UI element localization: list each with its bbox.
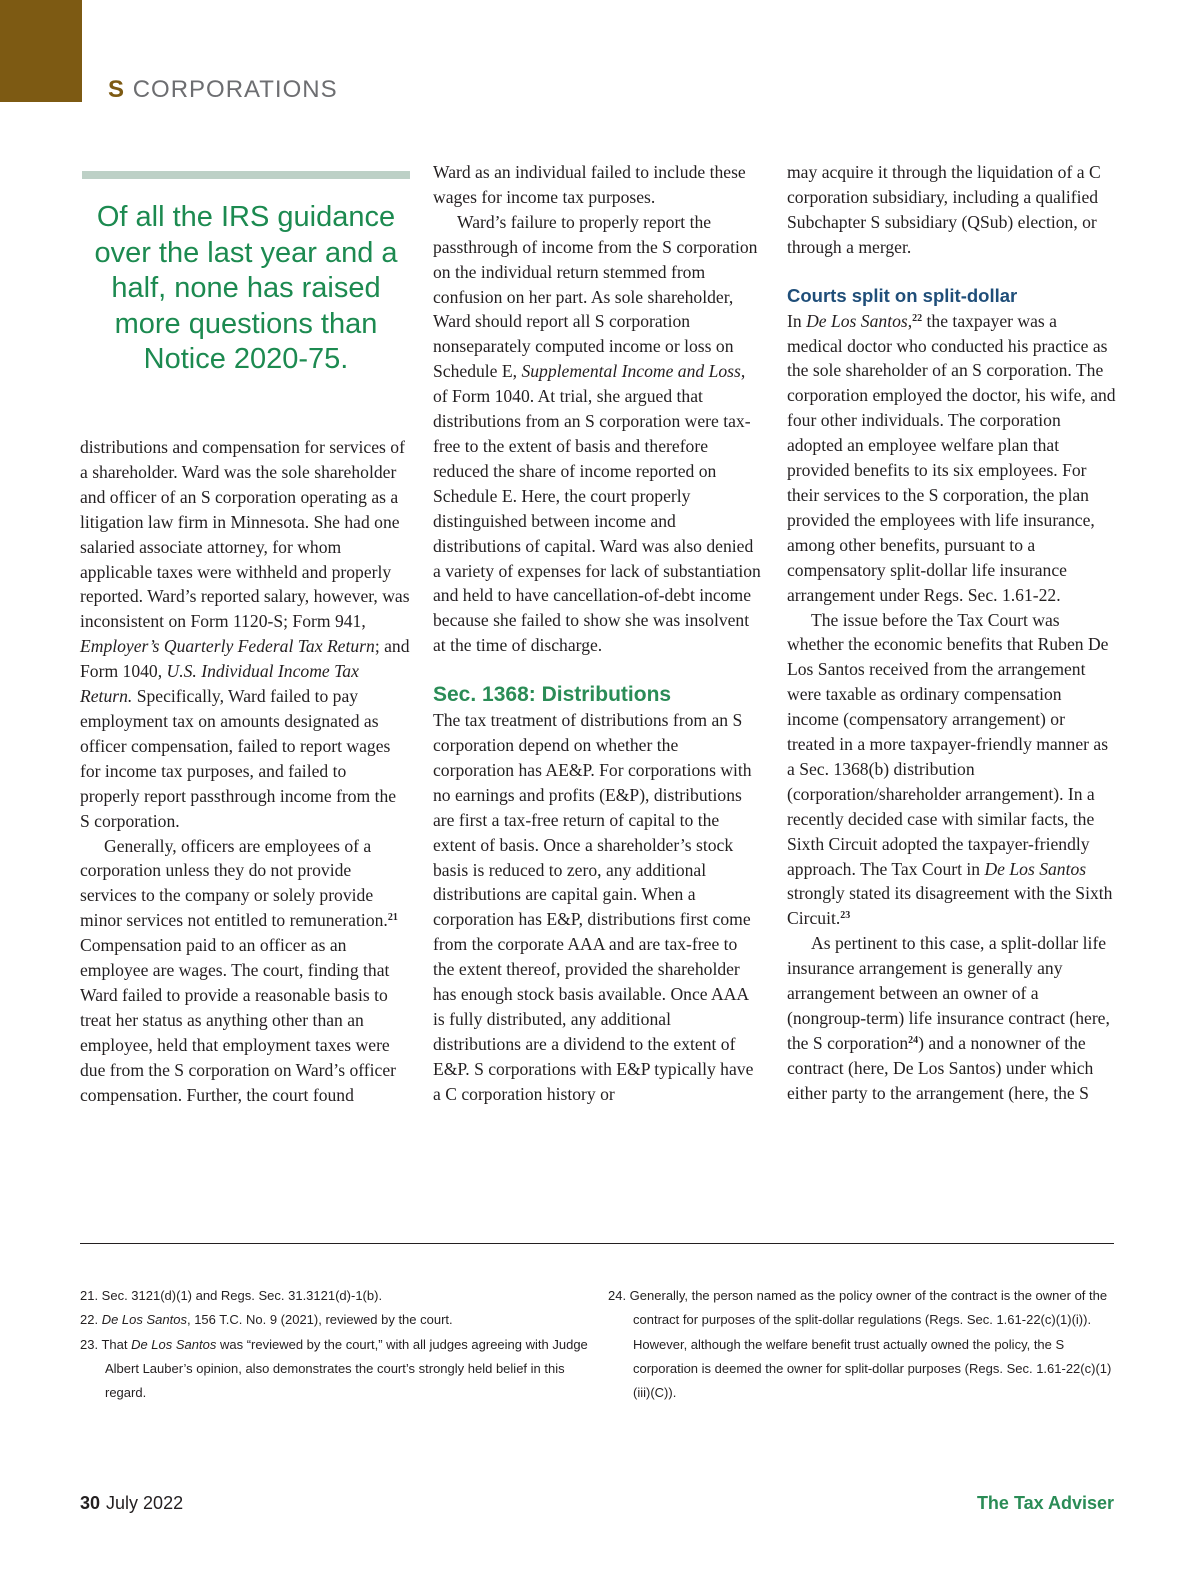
paragraph: Generally, officers are employees of a corporation unless they do not provide services to the company or solely provide minor services not entitled to remuneration.$^{21}$ Compensation paid to an officer as an employee are wages. The court, finding that Ward failed to provide a reasonable basis to treat her status as anything other than an employee, held that employment taxes were due from the S corporation on Ward’s officer compensation. Further, the court found	[80, 835, 398, 1105]
section-name: CORPORATIONS	[132, 76, 338, 103]
footnote-rule	[80, 1243, 1114, 1244]
paragraph: distributions and compensation for services of a shareholder. Ward was the sole shareholder and officer of an S corporation operating as a litigation law firm in Minnesota. She had one salaried associate attorney, for whom applicable taxes were withheld and properly reported. Ward’s reported salary, however, was inconsistent on Form 1120-S; Form 941, Employer’s Quarterly Federal Tax Return; and Form 1040, U.S. Individual Income Tax Return. Specifically, Ward failed to pay employment tax on amounts designated as officer compensation, failed to report wages for income tax purposes, and failed to properly report passthrough income from the S corporation.	[80, 437, 410, 831]
journal-title: The Tax Adviser	[976, 1493, 1114, 1513]
pullquote-rule	[82, 171, 410, 179]
section-initial: S	[108, 76, 126, 103]
paragraph: In De Los Santos,$^{22}$ the taxpayer was a medical doctor who conducted his practice as the sole shareholder of an S corporation. The corporation employed the doctor, his wife, and four other individuals. The corporation adopted an employee welfare plan that provided benefits to its six employees. For their services to the S corporation, the plan provided the employees with life insurance, among other benefits, pursuant to a compensatory split-dollar life insurance arrangement under Regs. Sec. 1.61-22.	[787, 310, 1116, 605]
paragraph: Ward’s failure to properly report the passthrough of income from the S corporation on the individual return stemmed from confusion on her part. As sole shareholder, Ward should report all S corporation nonseparately computed income or loss on Schedule E, Supplemental Income and Loss, of Form 1040. At trial, she argued that distributions from an S corporation were tax-free to the extent of basis and therefore reduced the share of income reported on Schedule E. Here, the court properly distinguished between income and distributions of capital. Ward was also denied a variety of expenses for lack of substantiation and held to have cancellation-of-debt income because she failed to show she was insolvent at the time of discharge.	[433, 211, 761, 656]
brand-corner-block	[0, 0, 82, 102]
paragraph: The issue before the Tax Court was whether the economic benefits that Ruben De Los Santos received from the arrangement were taxable as ordinary compensation income (compensatory arrangement) or treated in a more taxpayer-friendly manner as a Sec. 1368(b) distribution (corporation/shareholder arrangement). In a recently decided case with similar facts, the Sixth Circuit adopted the taxpayer-friendly approach. The Tax Court in De Los Santos strongly stated its disagreement with the Sixth Circuit.$^{23}$	[787, 609, 1113, 929]
footnotes-left	[80, 1284, 590, 1405]
footnote-ref[interactable]: 24	[908, 1034, 919, 1046]
paragraph: The tax treatment of distributions from an S corporation depend on whether the corporation has AE&P. For corporations with no earnings and profits (E&P), distributions are first a tax-free return of capital to the extent of basis. Once a shareholder’s stock basis is reduced to zero, any additional distributions are capital gain. When a corporation has E&P, distributions first come from the corporate AAA and are tax-free to the extent thereof, provided the shareholder has enough stock basis available. Once AAA is fully distributed, any additional distributions are a dividend to the extent of E&P. S corporations with E&P typically have a C corporation history or	[433, 710, 754, 1104]
issue-date: July 2022	[106, 1493, 184, 1513]
footnote: 21. Sec. 3121(d)(1) and Regs. Sec. 31.3121(d)-1(b).	[80, 1288, 383, 1303]
column-3	[787, 160, 1117, 1106]
section-heading: Sec. 1368: Distributions	[433, 683, 672, 707]
footnotes-right	[608, 1284, 1114, 1405]
section-heading: Courts split on split-dollar	[787, 284, 1018, 306]
paragraph: Ward as an individual failed to include these wages for income tax purposes.	[433, 162, 746, 207]
column-1	[80, 435, 410, 1107]
footnote: 23. That De Los Santos was “reviewed by the court,” with all judges agreeing with Judge Albert Lauber’s opinion, also demonstrates the court’s strongly held belief in this regard.	[80, 1336, 588, 1401]
footnote: 22. De Los Santos, 156 T.C. No. 9 (2021), reviewed by the court.	[80, 1312, 453, 1328]
footnote: 24. Generally, the person named as the policy owner of the contract is the owner of the contract for purposes of the split-dollar regulations (Regs. Sec. 1.61-22(c)(1)(i)). However, although the welfare benefit trust actually owned the policy, the S corporation is deemed the owner for split-dollar purposes (Regs. Sec. 1.61-22(c)(1)(iii)(C)).	[608, 1288, 1112, 1401]
column-2	[433, 160, 763, 1107]
paragraph: may acquire it through the liquidation of a C corporation subsidiary, including a qualified Subchapter S subsidiary (QSub) election, or through a merger.	[787, 162, 1101, 257]
folio	[80, 1493, 183, 1514]
footnote-ref[interactable]: 21	[387, 912, 398, 924]
paragraph: As pertinent to this case, a split-dollar life insurance arrangement is generally any arrangement between an owner of a (nongroup-term) life insurance contract (here, the S corporation$^{24}$) and a nonowner of the contract (here, De Los Santos) under which either party to the arrangement (here, the S	[787, 933, 1110, 1103]
pullquote: Of all the IRS guidance over the last year and a half, none has raised more questions than Notice 2020-75.	[94, 201, 398, 375]
footnote-ref[interactable]: 22	[912, 312, 923, 324]
footnote-ref[interactable]: 23	[840, 910, 851, 922]
section-label	[108, 76, 338, 104]
page-number: 30	[80, 1493, 101, 1513]
